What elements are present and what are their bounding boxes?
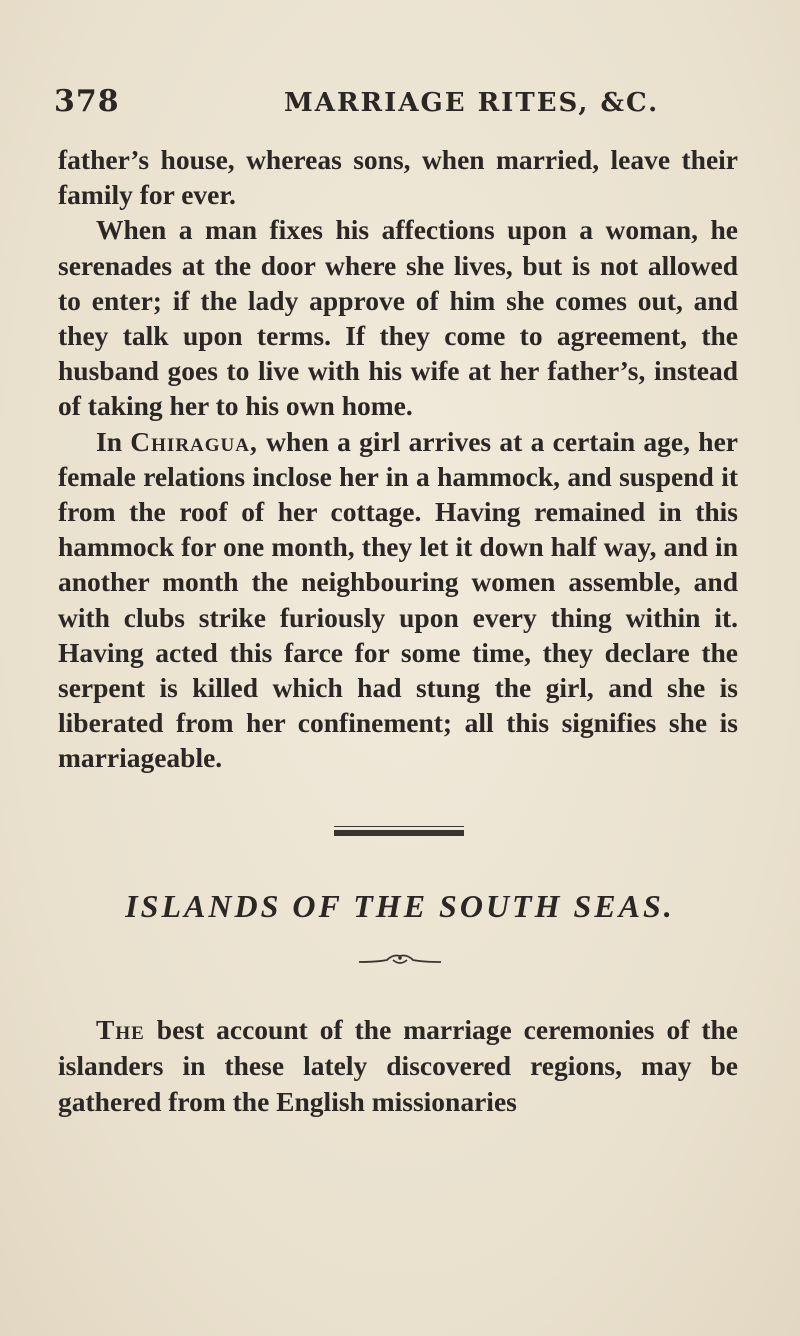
paragraph-3-lead: In — [96, 425, 122, 457]
section-text — [58, 1012, 738, 1120]
page-header — [54, 84, 754, 124]
section-lead-word: The — [96, 1014, 145, 1045]
place-name: Chiragua, — [130, 425, 258, 457]
section-title: ISLANDS OF THE SOUTH SEAS. — [125, 888, 675, 924]
section-paragraph-body: best account of the marriage ceremonies of the islanders in these lately discovered regions, may be gathered from the English missionaries — [58, 1014, 738, 1117]
paragraph-3 — [58, 424, 738, 776]
paragraph-3-body: when a girl arrives at a certain age, her female relations inclose her in a hammock, and suspend it from the roof of her cottage. Having remained in this hammock for one month, they let it down half way, and in another month the neighbouring women assemble, and with clubs strike furiously upon every thing within it. Having acted this farce for some time, they declare the serpent is killed which had stung the girl, and she is liberated from her confinement; all this signifies she is marriageable. — [58, 425, 738, 774]
paragraph-1: father’s house, whereas sons, when married, leave their family for ever. — [58, 144, 738, 211]
section-divider — [334, 826, 464, 840]
ornament-icon — [355, 950, 445, 970]
divider-thick-line — [334, 830, 464, 836]
running-head: MARRIAGE RITES, &C. — [284, 88, 660, 118]
paragraph-2: When a man fixes his affections upon a woman, he serenades at the door where she lives, but is not allowed to enter; if the lady approve of him she comes out, and they talk upon terms. If they come to agreement, the husband goes to live with his wife at her father’s, instead of taking her to his own home. — [58, 214, 738, 422]
section-paragraph — [58, 1012, 738, 1120]
main-text — [58, 142, 738, 776]
divider-thin-line — [334, 826, 464, 827]
page-number: 378 — [54, 84, 120, 119]
